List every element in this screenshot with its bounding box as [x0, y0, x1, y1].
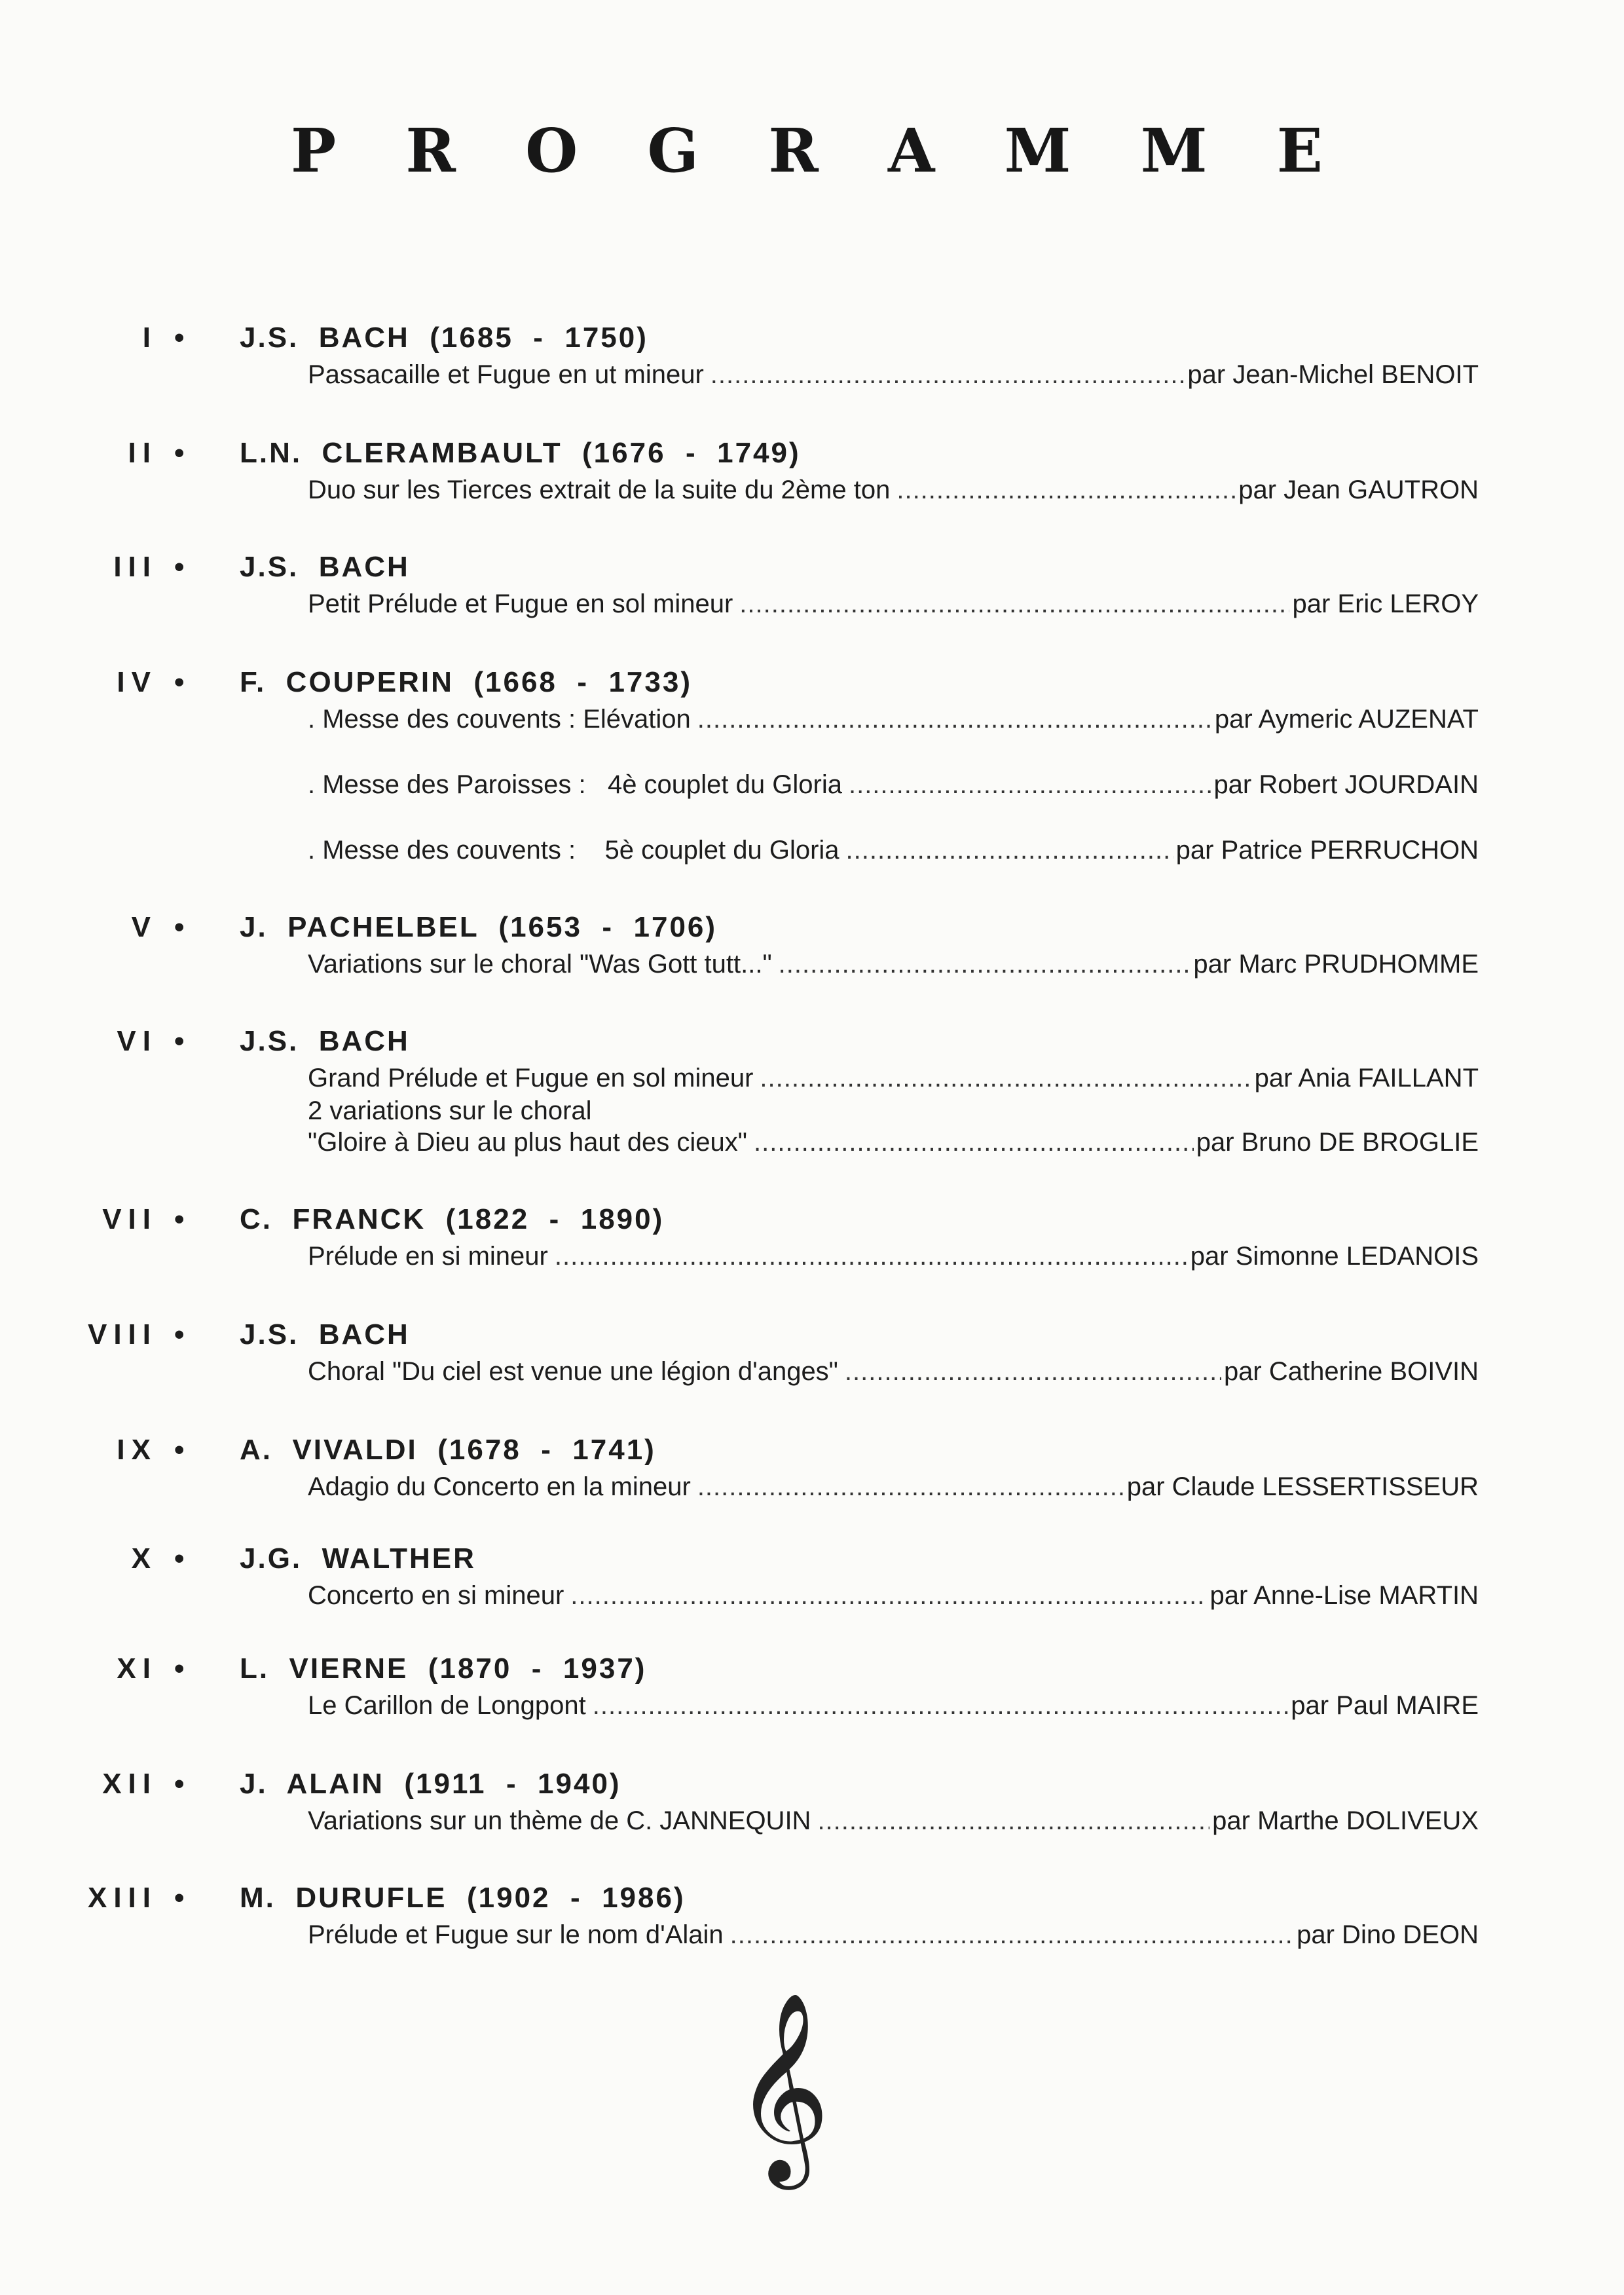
bullet-icon: • — [174, 1203, 185, 1235]
composer-heading: M. DURUFLE (1902 - 1986) — [240, 1882, 686, 1914]
composer-heading: A. VIVALDI (1678 - 1741) — [240, 1434, 656, 1466]
performer: par Aymeric AUZENAT — [1214, 705, 1479, 734]
performer: par Robert JOURDAIN — [1213, 770, 1479, 799]
bullet-icon: • — [174, 1542, 185, 1575]
performer: par Ania FAILLANT — [1254, 1064, 1479, 1092]
dot-leader — [817, 1804, 1209, 1838]
section-numeral: I — [142, 322, 157, 354]
dot-leader — [739, 587, 1289, 621]
dot-leader — [760, 1061, 1251, 1095]
title-letter: O — [525, 115, 578, 186]
bullet-icon: • — [174, 1882, 185, 1914]
piece-title: Variations sur le choral "Was Gott tutt..." — [308, 950, 772, 979]
title-letter: E — [1276, 115, 1323, 186]
section-numeral: V — [131, 911, 157, 943]
performer: par Dino DEON — [1297, 1920, 1479, 1949]
piece-line — [308, 702, 1479, 736]
composer-heading: J.S. BACH — [240, 551, 410, 583]
piece-title: . Messe des Paroisses : 4è couplet du Gloria — [308, 770, 842, 799]
piece-line — [308, 1239, 1479, 1273]
bullet-icon: • — [174, 437, 185, 469]
piece-line — [308, 358, 1479, 392]
piece-line — [308, 473, 1479, 507]
piece-title: Passacaille et Fugue en ut mineur — [308, 360, 704, 389]
title-letter: G — [647, 115, 699, 186]
dot-leader — [779, 947, 1191, 981]
piece-title: . Messe des couvents : 5è couplet du Gloria — [308, 836, 840, 865]
section-numeral: XI — [117, 1652, 157, 1685]
bullet-icon: • — [174, 1318, 185, 1351]
bullet-icon: • — [174, 666, 185, 698]
treble-clef-icon: 𝄞 — [733, 1990, 830, 2181]
title-letter: R — [768, 115, 819, 186]
section-numeral: VII — [102, 1203, 157, 1235]
piece-title: Le Carillon de Longpont — [308, 1691, 586, 1720]
performer: par Jean-Michel BENOIT — [1187, 360, 1479, 389]
piece-line — [308, 1354, 1479, 1389]
performer: par Paul MAIRE — [1291, 1691, 1479, 1720]
bullet-icon: • — [174, 1768, 185, 1800]
piece-line — [308, 1578, 1479, 1613]
piece-title: Prélude en si mineur — [308, 1242, 548, 1271]
composer-heading: J.G. WALTHER — [240, 1542, 476, 1575]
piece-title: Duo sur les Tierces extrait de la suite du 2ème ton — [308, 476, 891, 504]
dot-leader — [570, 1578, 1207, 1613]
section-numeral: IX — [117, 1434, 157, 1466]
dot-leader — [697, 1470, 1124, 1504]
piece-line — [308, 587, 1479, 621]
performer: par Patrice PERRUCHON — [1175, 836, 1479, 865]
dot-leader — [845, 1354, 1221, 1389]
piece-title: Concerto en si mineur — [308, 1581, 564, 1610]
bullet-icon: • — [174, 322, 185, 354]
piece-line — [308, 833, 1479, 867]
piece-title: Adagio du Concerto en la mineur — [308, 1472, 691, 1501]
composer-heading: J.S. BACH — [240, 1025, 410, 1057]
piece-subtitle: 2 variations sur le choral — [308, 1096, 592, 1125]
dot-leader — [754, 1125, 1194, 1159]
performer: par Catherine BOIVIN — [1223, 1357, 1479, 1386]
section-numeral: VI — [117, 1025, 157, 1057]
piece-line — [308, 1061, 1479, 1095]
piece-title: "Gloire à Dieu au plus haut des cieux" — [308, 1128, 747, 1157]
performer: par Anne-Lise MARTIN — [1209, 1581, 1479, 1610]
composer-heading: L.N. CLERAMBAULT (1676 - 1749) — [240, 437, 801, 469]
bullet-icon: • — [174, 1434, 185, 1466]
composer-heading: L. VIERNE (1870 - 1937) — [240, 1652, 647, 1685]
section-numeral: VIII — [87, 1318, 157, 1351]
piece-line — [308, 1804, 1479, 1838]
dot-leader — [846, 833, 1173, 867]
piece-title: Prélude et Fugue sur le nom d'Alain — [308, 1920, 724, 1949]
piece-title: Choral "Du ciel est venue une légion d'anges" — [308, 1357, 838, 1386]
piece-title: . Messe des couvents : Elévation — [308, 705, 691, 734]
performer: par Simonne LEDANOIS — [1190, 1242, 1479, 1271]
section-numeral: II — [128, 437, 157, 469]
title-letter: A — [888, 115, 935, 186]
dot-leader — [730, 1918, 1294, 1952]
composer-heading: J. PACHELBEL (1653 - 1706) — [240, 911, 718, 943]
dot-leader — [697, 702, 1212, 736]
dot-leader — [710, 358, 1185, 392]
composer-heading: J.S. BACH (1685 - 1750) — [240, 322, 648, 354]
bullet-icon: • — [174, 551, 185, 583]
piece-line — [308, 768, 1479, 802]
performer: par Eric LEROY — [1292, 589, 1479, 618]
piece-line — [308, 1125, 1479, 1159]
dot-leader — [593, 1689, 1288, 1723]
section-numeral: X — [131, 1542, 157, 1575]
title-letter: M — [1140, 115, 1208, 186]
section-numeral: III — [113, 551, 157, 583]
section-numeral: XIII — [87, 1882, 157, 1914]
title-letter: P — [291, 115, 337, 186]
piece-line — [308, 1689, 1479, 1723]
performer: par Bruno DE BROGLIE — [1196, 1128, 1479, 1157]
title-letter: R — [405, 115, 456, 186]
section-numeral: XII — [102, 1768, 157, 1800]
piece-line — [308, 1470, 1479, 1504]
piece-title: Variations sur un thème de C. JANNEQUIN — [308, 1806, 811, 1835]
piece-line — [308, 947, 1479, 981]
performer: par Jean GAUTRON — [1238, 476, 1479, 504]
bullet-icon: • — [174, 911, 185, 943]
title-letter: M — [1004, 115, 1071, 186]
performer: par Claude LESSERTISSEUR — [1126, 1472, 1479, 1501]
bullet-icon: • — [174, 1652, 185, 1685]
composer-heading: J. ALAIN (1911 - 1940) — [240, 1768, 621, 1800]
piece-line — [308, 1918, 1479, 1952]
section-numeral: IV — [117, 666, 157, 698]
piece-title: Grand Prélude et Fugue en sol mineur — [308, 1064, 754, 1092]
dot-leader — [555, 1239, 1188, 1273]
piece-title: Petit Prélude et Fugue en sol mineur — [308, 589, 733, 618]
composer-heading: F. COUPERIN (1668 - 1733) — [240, 666, 692, 698]
dot-leader — [896, 473, 1236, 507]
performer: par Marthe DOLIVEUX — [1212, 1806, 1479, 1835]
composer-heading: J.S. BACH — [240, 1318, 410, 1351]
performer: par Marc PRUDHOMME — [1193, 950, 1479, 979]
dot-leader — [849, 768, 1211, 802]
bullet-icon: • — [174, 1025, 185, 1057]
composer-heading: C. FRANCK (1822 - 1890) — [240, 1203, 665, 1235]
